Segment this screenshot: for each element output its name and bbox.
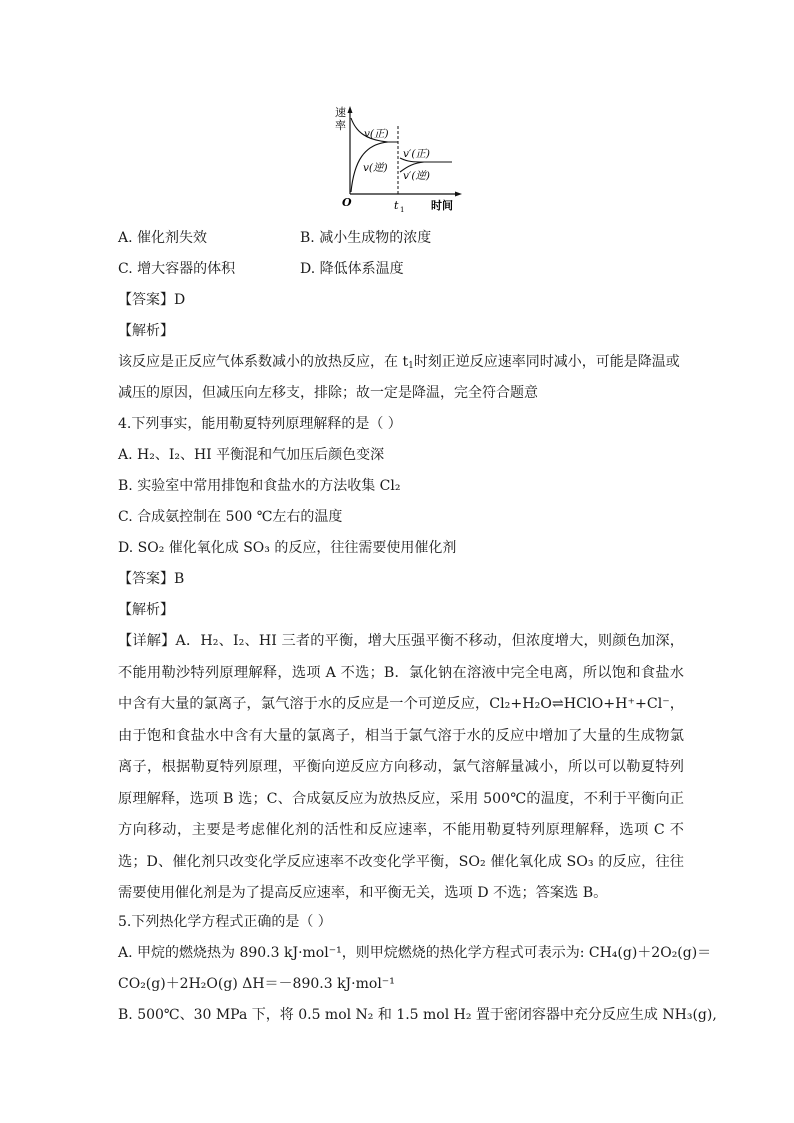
q3-analysis-title: 【解析】 xyxy=(118,323,174,339)
y-label-1: 速 xyxy=(335,106,346,119)
t1-label: t xyxy=(394,199,399,212)
y-label-2: 率 xyxy=(335,119,346,132)
q3-option-d[interactable]: D. 降低体系温度 xyxy=(300,261,404,277)
q5-option-a-line-2[interactable]: CO₂(g)＋2H₂O(g) ΔH＝－890.3 kJ·mol⁻¹ xyxy=(118,976,395,992)
q4-option-b[interactable]: B. 实验室中常用排饱和食盐水的方法收集 Cl₂ xyxy=(118,478,401,494)
q3-analysis-text-1b: 时刻正逆反应速率同时减小，可能是降温或 xyxy=(413,354,680,370)
q4-option-d[interactable]: D. SO₂ 催化氧化成 SO₃ 的反应，往往需要使用催化剂 xyxy=(118,540,457,556)
q5-option-b[interactable]: B. 500℃、30 MPa 下，将 0.5 mol N₂ 和 1.5 mol H₂ 置于密闭容器中充分反应生成 NH₃(g), xyxy=(118,1007,717,1023)
v-reverse-label: v(逆) xyxy=(363,162,388,174)
v-forward-prime-label: v′(正) xyxy=(403,148,431,160)
v-forward-label: v(正) xyxy=(364,128,389,140)
rate-time-figure xyxy=(330,102,470,216)
q3-analysis-subscript: 1 xyxy=(408,361,414,371)
q4-detail: 【详解】A．H₂、I₂、HI 三者的平衡，增大压强平衡不移动，但浓度增大，则颜色加深，不能用勒沙特列原理解释，选项 A 不选；B．氯化钠在溶液中完全电离，所以饱和食盐水中含有大量的氯离子，氯气溶于水的反应是一个可逆反应，Cl₂+H₂O⇌HClO+H⁺+Cl⁻，由于饱和食盐水中含有大量的氯离子，相当于氯气溶于水的反应中增加了大量的生成物氯离子，根据勒夏特列原理，平衡向逆反应方向移动，氯气溶解量减小，所以可以勒夏特列原理解释，选项 B 选；C、合成氨反应为放热反应，采用 500℃的温度，不利于平衡向正方向移动，主要是考虑催化剂的活性和反应速率，不能用勒夏特列原理解释，选项 C 不选；D、催化剂只改变化学反应速率不改变化学平衡，SO₂ 催化氧化成 SO₃ 的反应，往往需要使用催化剂是为了提高反应速率，和平衡无关，选项 D 不选；答案选 B。 xyxy=(118,633,684,901)
t1-subscript: 1 xyxy=(400,206,405,214)
q3-analysis-line-2: 减压的原因，但减压向左移支，排除；故一定是降温，完全符合题意 xyxy=(118,385,538,401)
q3-option-a[interactable]: A. 催化剂失效 xyxy=(118,230,208,246)
q5-title: 5.下列热化学方程式正确的是（ ） xyxy=(118,914,332,930)
y-axis-arrow xyxy=(348,106,353,113)
q5-option-a-line-1[interactable]: A. 甲烷的燃烧热为 890.3 kJ·mol⁻¹，则甲烷燃烧的热化学方程式可表示为: CH₄(g)＋2O₂(g)＝ xyxy=(118,945,712,961)
x-label: 时间 xyxy=(431,199,453,212)
q4-analysis-title: 【解析】 xyxy=(118,602,174,618)
rate-time-graph xyxy=(330,102,470,216)
q4-option-a[interactable]: A. H₂、I₂、HI 平衡混和气加压后颜色变深 xyxy=(118,447,385,463)
v-reverse-prime-label: v′(逆) xyxy=(403,170,431,182)
origin-label: O xyxy=(342,196,352,209)
x-axis-arrow xyxy=(455,192,462,197)
q3-analysis-line-1 xyxy=(118,352,684,372)
q3-analysis-text-1a: 该反应是正反应气体系数减小的放热反应，在 t xyxy=(118,354,409,370)
q4-answer: 【答案】B xyxy=(118,571,185,587)
q4-option-c[interactable]: C. 合成氨控制在 500 ℃左右的温度 xyxy=(118,509,343,525)
q3-answer: 【答案】D xyxy=(118,292,186,308)
q4-title: 4.下列事实，能用勒夏特列原理解释的是（ ） xyxy=(118,416,402,432)
q3-option-b[interactable]: B. 减小生成物的浓度 xyxy=(300,230,432,246)
q3-option-c[interactable]: C. 增大容器的体积 xyxy=(118,261,236,277)
